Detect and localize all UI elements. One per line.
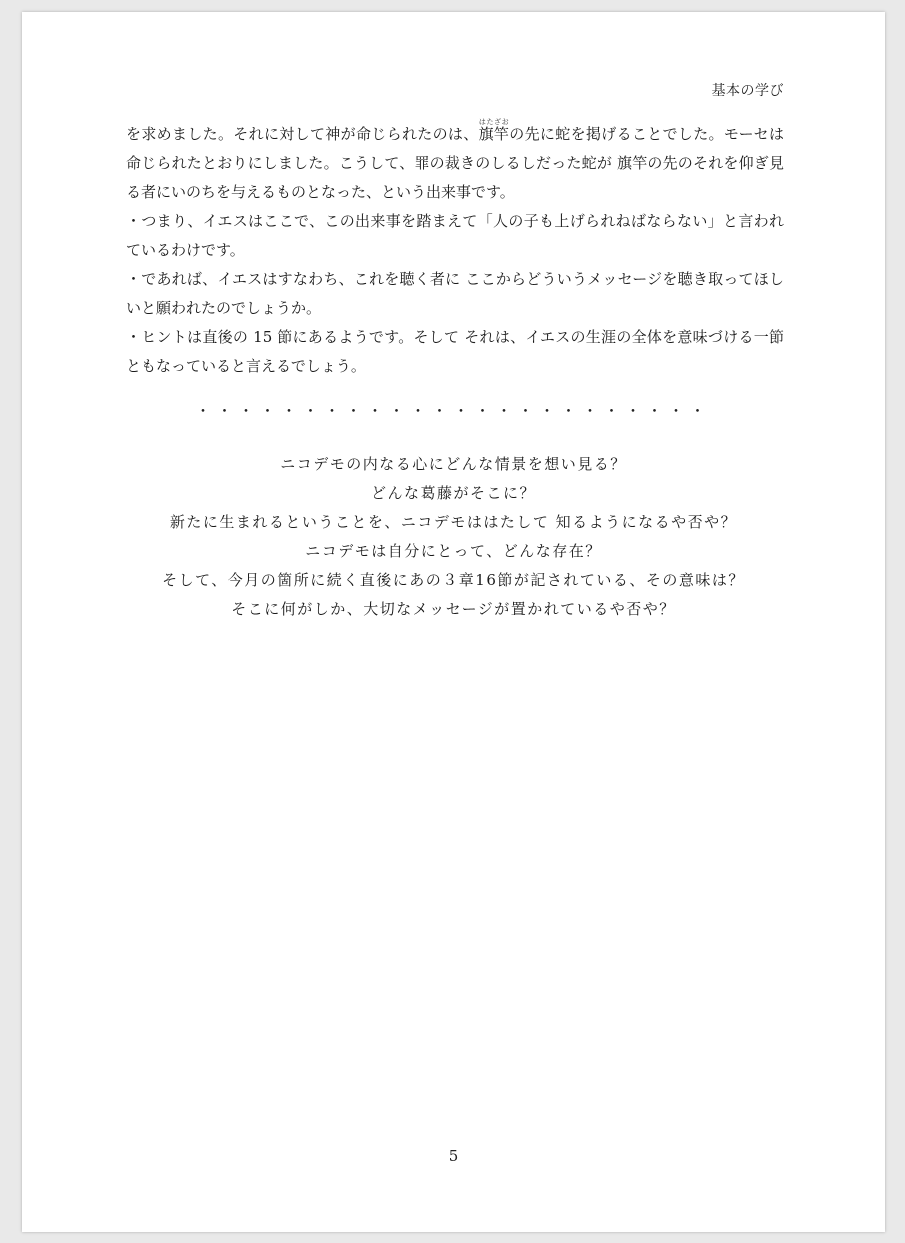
question-line: そこに何がしか、大切なメッセージが置かれているや否や？ (231, 600, 676, 618)
section-separator: ・・・・・・・・・・・・・・・・・・・・・・・・ (195, 402, 712, 420)
paragraph-4: ・ヒントは直後の 15 節にあるようです。そして それは、イエスの生涯の全体を意味づける一節ともなっていると言えるでしょう。 (126, 328, 784, 375)
question-line: どんな葛藤がそこに？ (370, 484, 536, 502)
ruby-word (478, 118, 510, 143)
ruby-base: 旗竿 (478, 125, 510, 143)
question-line: ニコデモは自分にとって、どんな存在？ (305, 542, 602, 560)
reflection-questions (22, 450, 885, 624)
paragraph-2: ・つまり、イエスはここで、この出来事を踏まえて「人の子も上げられねばならない」と言われているわけです。 (126, 212, 784, 259)
running-header: 基本の学び (711, 83, 784, 99)
paragraph-1-start: を求めました。それに対して神が命じられたのは、 (126, 125, 479, 143)
document-page (22, 12, 885, 1232)
question-line: 新たに生まれるということを、ニコデモははたして 知るようになるや否や？ (169, 513, 738, 531)
page-number: 5 (448, 1147, 459, 1165)
paragraph-3: ・であれば、イエスはすなわち、これを聴く者に ここからどういうメッセージを聴き取ってほしいと願われたのでしょうか。 (126, 270, 784, 317)
question-line: そして、今月の箇所に続く直後にあの３章16節が記されている、その意味は？ (162, 571, 745, 589)
paragraph-1-end: の先に蛇を掲げることでした。モーセは命じられたとおりにしました。こうして、罪の裁きのしるしだった蛇が 旗竿の先のそれを仰ぎ見る者にいのちを与えるものとなった、という出来事です。 (126, 125, 784, 201)
paragraph-1 (126, 118, 784, 207)
ruby-reading: はたざお (478, 118, 509, 126)
body-text (126, 118, 784, 381)
question-line: ニコデモの内なる心にどんな情景を想い見る？ (280, 455, 627, 473)
